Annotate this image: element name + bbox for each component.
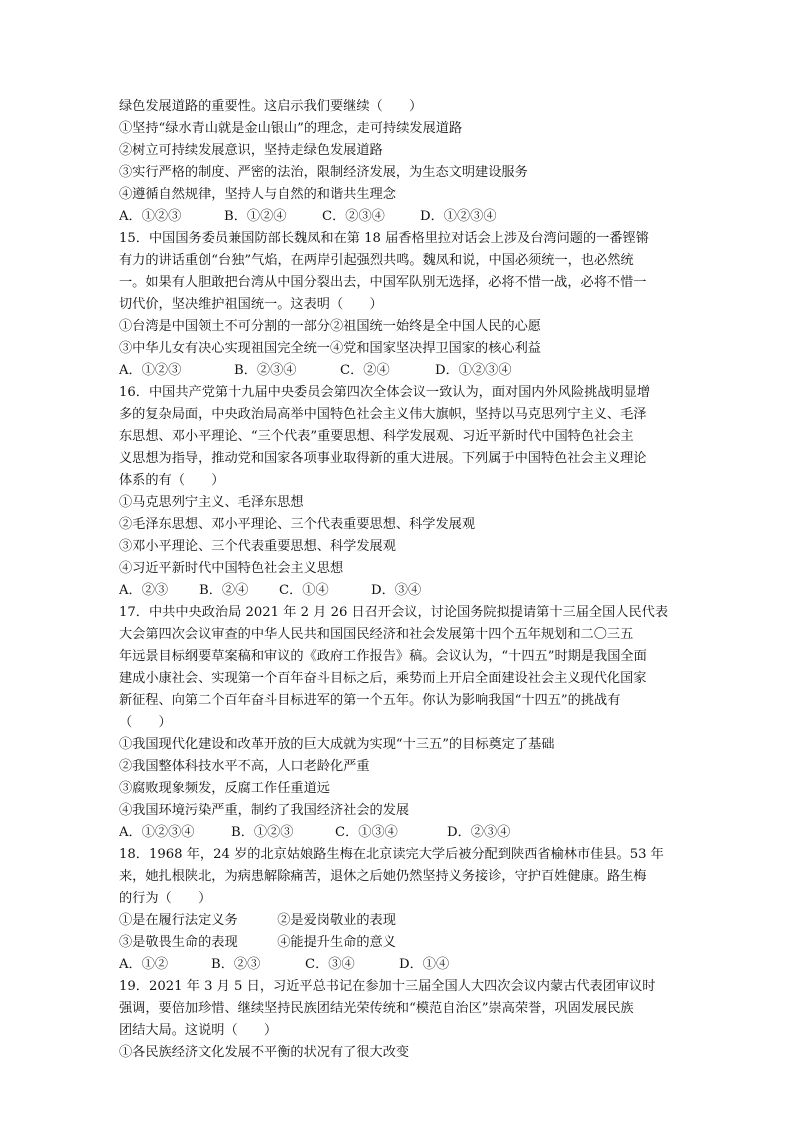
statement-item: ①各民族经济文化发展不平衡的状况有了很大改变 bbox=[119, 1045, 410, 1060]
statement-item: ②毛泽东思想、邓小平理论、三个代表重要思想、科学发展观 bbox=[119, 517, 476, 532]
option-c: C．②③④ bbox=[322, 209, 385, 224]
option-b: B．①②④ bbox=[224, 209, 287, 224]
statement-item: ②我国整体科技水平不高，人口老龄化严重 bbox=[119, 759, 370, 774]
question-stem: 16．中国共产党第十九届中央委员会第四次全体会议一致认为，面对国内外风险挑战明显增 bbox=[119, 385, 651, 400]
option-d: D．②③④ bbox=[447, 825, 511, 840]
question-stem: 强调，要倍加珍惜、继续坚持民族团结光荣传统和“模范自治区”崇高荣誉，巩固发展民族 bbox=[119, 1001, 634, 1016]
option-d: D．①④ bbox=[399, 957, 450, 972]
question-18 bbox=[119, 844, 679, 976]
answer-options bbox=[119, 822, 679, 844]
exam-page bbox=[119, 96, 679, 1064]
question-stem: 义思想为指导，推动党和国家各项事业取得新的重大进展。下列属于中国特色社会主义理论 bbox=[119, 451, 647, 466]
statement-item: ③邓小平理论、三个代表重要思想、科学发展观 bbox=[119, 539, 396, 554]
option-b: B．①②③ bbox=[231, 825, 294, 840]
answer-options bbox=[119, 360, 679, 382]
question-stem: 来，她扎根陕北，为病患解除痛苦，退休之后她仍然坚持义务接诊，守护百姓健康。路生梅 bbox=[119, 869, 647, 884]
question-stem: 切代价，坚决维护祖国统一。这表明（ ） bbox=[119, 297, 383, 312]
question-stem: 体系的有（ ） bbox=[119, 473, 225, 488]
question-stem: 新征程、向第二个百年奋斗目标进军的第一个五年。你认为影响我国“十四五”的挑战有 bbox=[119, 693, 621, 708]
statement-item: ④遵循自然规律，坚持人与自然的和谐共生理念 bbox=[119, 187, 396, 202]
question-stem: 有力的讲话重创“台独”气焰，在两岸引起强烈共鸣。魏凤和说，中国必须统一，也必然统 bbox=[119, 253, 634, 268]
question-15 bbox=[119, 228, 679, 382]
question-stem: 15．中国国务委员兼国防部长魏凤和在第 18 届香格里拉对话会上涉及台湾问题的一番铿锵 bbox=[119, 231, 649, 246]
option-a: A．①② bbox=[119, 957, 169, 972]
option-c: C．②④ bbox=[340, 363, 390, 378]
answer-options bbox=[119, 954, 679, 976]
question-17 bbox=[119, 602, 679, 844]
answer-options bbox=[119, 206, 679, 228]
question-stem: 团结大局。这说明（ ） bbox=[119, 1023, 278, 1038]
statement-item: ③是敬畏生命的表现 ④能提升生命的意义 bbox=[119, 935, 396, 950]
option-d: D．③④ bbox=[371, 583, 422, 598]
option-c: C．③④ bbox=[305, 957, 355, 972]
option-a: A．①②③ bbox=[119, 209, 182, 224]
statement-item: ①马克思列宁主义、毛泽东思想 bbox=[119, 495, 304, 510]
option-d: D．①②③④ bbox=[420, 209, 497, 224]
statement-item: ③中华儿女有决心实现祖国完全统一④党和国家坚决捍卫国家的核心利益 bbox=[119, 341, 541, 356]
option-c: C．①③④ bbox=[335, 825, 398, 840]
option-a: A．①②③ bbox=[119, 363, 182, 378]
statement-item: ③实行严格的制度、严密的法治，限制经济发展，为生态文明建设服务 bbox=[119, 165, 528, 180]
statement-item: ②树立可持续发展意识，坚持走绿色发展道路 bbox=[119, 143, 383, 158]
option-a: A．①②③④ bbox=[119, 825, 195, 840]
question-stem: 东思想、邓小平理论、“三个代表”重要思想、科学发展观、习近平新时代中国特色社会主 bbox=[119, 429, 634, 444]
answer-options bbox=[119, 580, 679, 602]
option-b: B．②③ bbox=[211, 957, 261, 972]
statement-item: ①我国现代化建设和改革开放的巨大成就为实现“十三五”的目标奠定了基础 bbox=[119, 737, 555, 752]
question-stem: 年远景目标纲要草案稿和审议的《政府工作报告》稿。会议认为，“十四五”时期是我国全面 bbox=[119, 649, 647, 664]
statement-item: ①是在履行法定义务 ②是爱岗敬业的表现 bbox=[119, 913, 396, 928]
question-stem: 一。如果有人胆敢把台湾从中国分裂出去，中国军队别无选择，必将不惜一战，必将不惜一 bbox=[119, 275, 647, 290]
statement-item: ③腐败现象频发，反腐工作任重道远 bbox=[119, 781, 330, 796]
statement-item: ④习近平新时代中国特色社会主义思想 bbox=[119, 561, 344, 576]
question-stem: 17．中共中央政治局 2021 年 2 月 26 日召开会议，讨论国务院拟提请第十三届全国人民代表 bbox=[119, 605, 669, 620]
option-b: B．②③④ bbox=[234, 363, 297, 378]
question-stem: （ ） bbox=[119, 715, 172, 730]
question-stem: 建成小康社会、实现第一个百年奋斗目标之后，乘势而上开启全面建设社会主义现代化国家 bbox=[119, 671, 647, 686]
question-stem: 绿色发展道路的重要性。这启示我们要继续（ ） bbox=[119, 99, 423, 114]
statement-item: ①坚持“绿水青山就是金山银山”的理念，走可持续发展道路 bbox=[119, 121, 463, 136]
question-stem: 的行为（ ） bbox=[119, 891, 212, 906]
option-d: D．①②③④ bbox=[435, 363, 512, 378]
option-c: C．①④ bbox=[279, 583, 329, 598]
question-16 bbox=[119, 382, 679, 602]
question-stem: 18．1968 年，24 岁的北京姑娘路生梅在北京读完大学后被分配到陕西省榆林市佳县。53 年 bbox=[119, 847, 664, 862]
statement-item: ④我国环境污染严重，制约了我国经济社会的发展 bbox=[119, 803, 410, 818]
statement-item: ①台湾是中国领土不可分割的一部分②祖国统一始终是全中国人民的心愿 bbox=[119, 319, 541, 334]
option-b: B．②④ bbox=[199, 583, 249, 598]
question-stem: 19．2021 年 3 月 5 日，习近平总书记在参加十三届全国人大四次会议内蒙古代表团审议时 bbox=[119, 979, 656, 994]
question-stem: 大会第四次会议审查的中华人民共和国国民经济和社会发展第十四个五年规划和二〇三五 bbox=[119, 627, 634, 642]
question-14 bbox=[119, 96, 679, 228]
option-a: A．②③ bbox=[119, 583, 169, 598]
question-stem: 多的复杂局面，中央政治局高举中国特色社会主义伟大旗帜，坚持以马克思列宁主义、毛泽 bbox=[119, 407, 647, 422]
question-19 bbox=[119, 976, 679, 1064]
